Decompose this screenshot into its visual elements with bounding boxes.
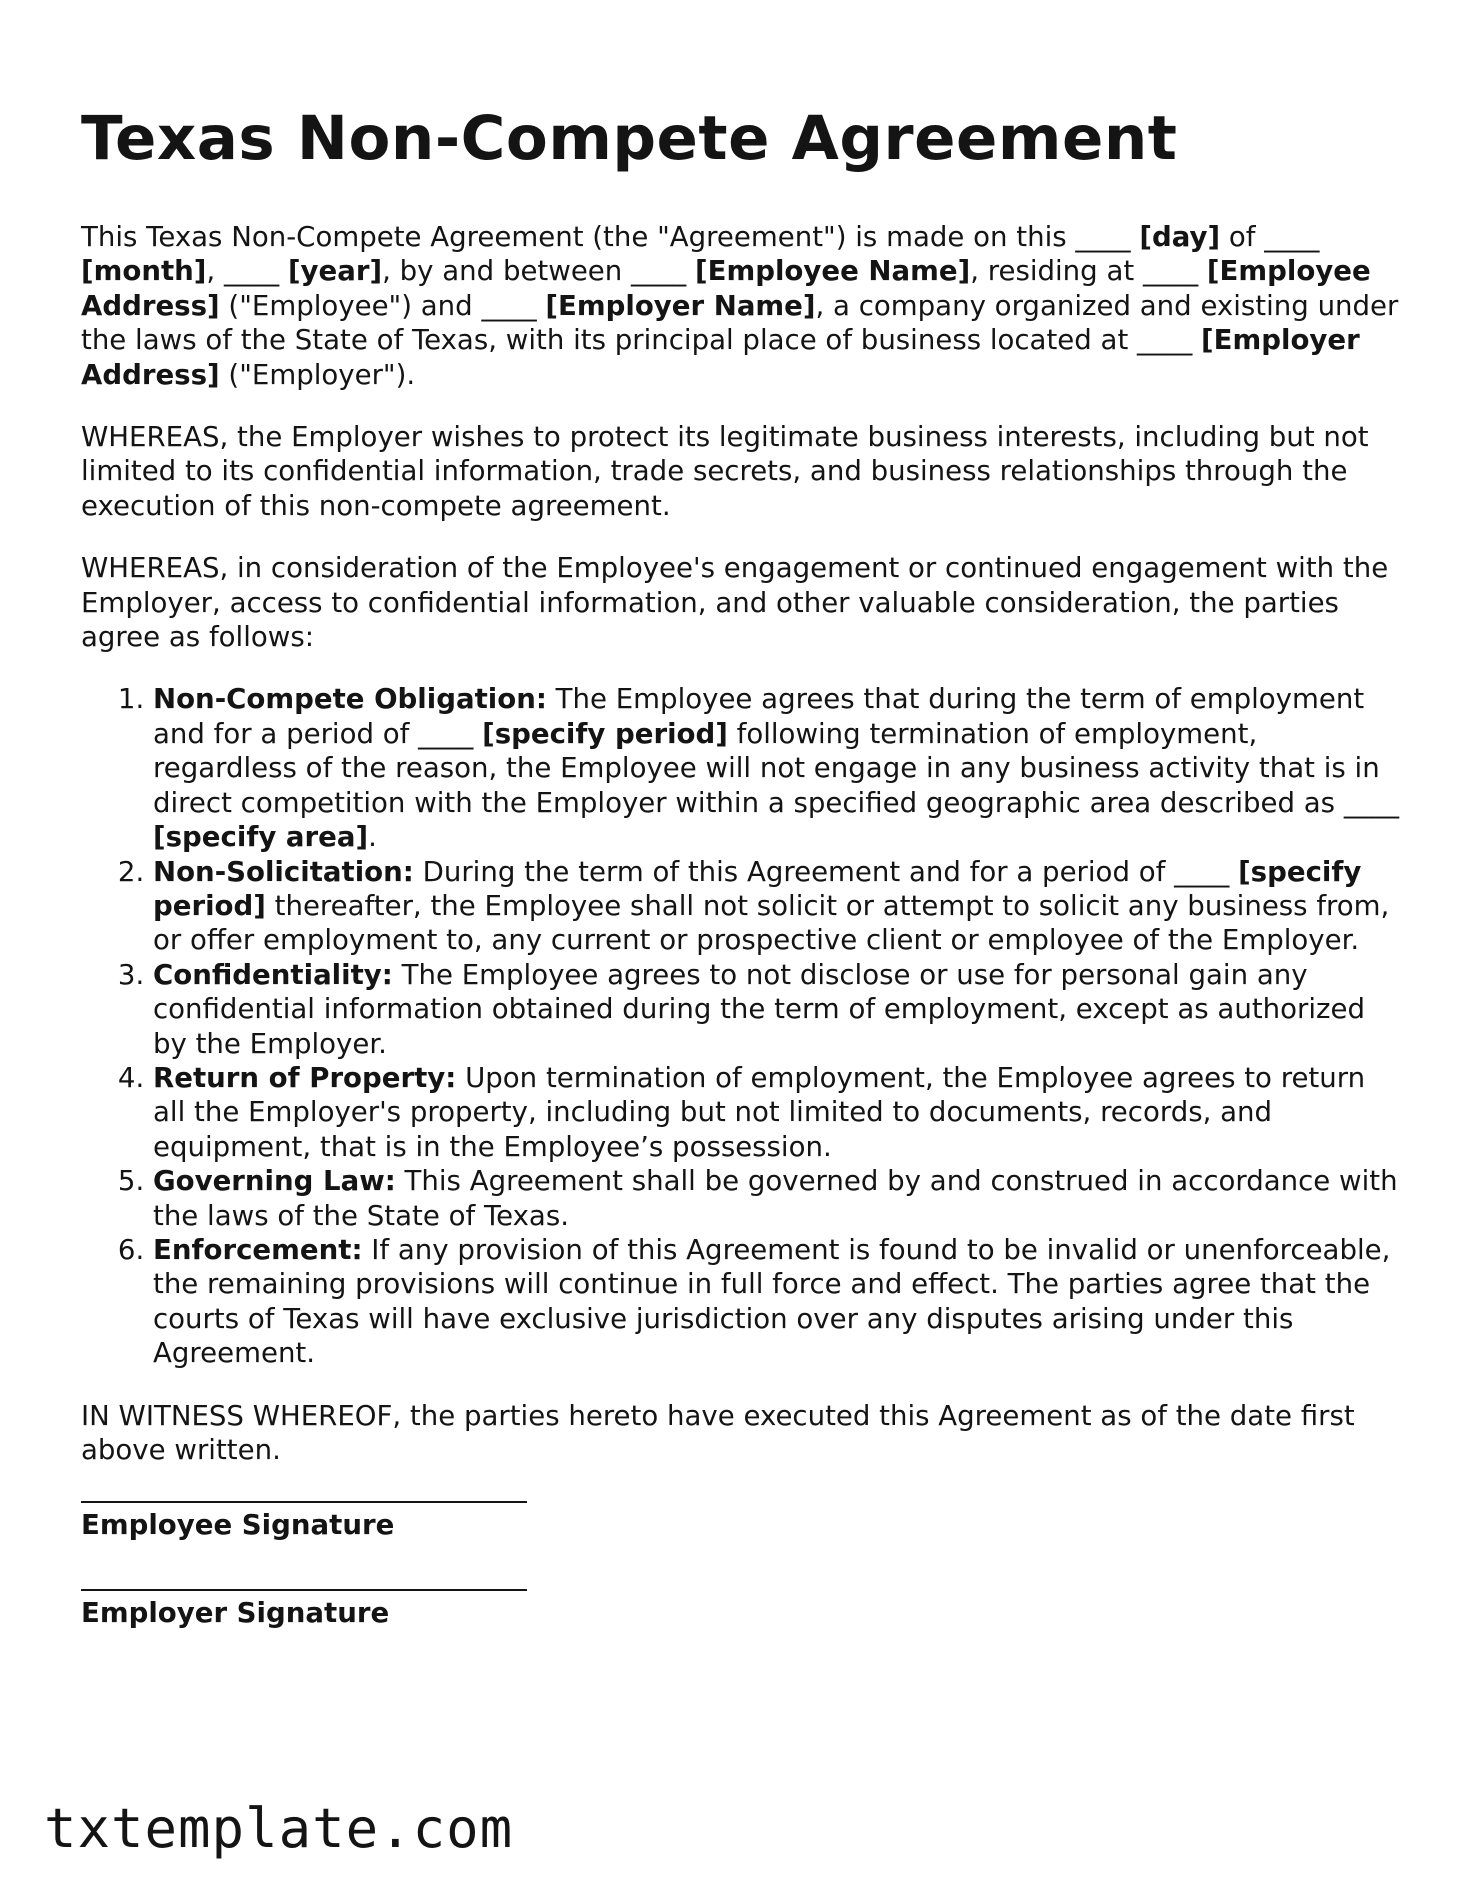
clause-heading: Non-Solicitation: [153,854,414,888]
day-placeholder: [day] [1139,220,1221,253]
area-placeholder: [specify area] [153,820,369,854]
employee-signature-line[interactable] [81,1501,527,1503]
clause-non-solicitation: 2. Non-Solicitation: During the term of this Agreement and for a period of ____ [specify period] thereafter, the Employee shall not solicit or attempt to solicit any business from, or offer employment to, any current or prospective client or employee of the Employer. [153,855,1401,958]
document-page [81,100,1401,1631]
employer-signature-group [81,1589,1401,1631]
employee-name-placeholder: [Employee Name] [695,254,971,288]
employer-name-placeholder: [Employer Name] [545,288,816,322]
whereas-paragraph-1: WHEREAS, the Employer wishes to protect its legitimate business interests, including but not limited to its confidential information, trade secrets, and business relationships through the execution of this non-compete agreement. [81,420,1369,522]
whereas-paragraph-2: WHEREAS, in consideration of the Employee's engagement or continued engagement with the Employer, access to confidential information, and other valuable consideration, the parties agree as follows: [81,551,1389,654]
period-placeholder: [specify period] [482,716,728,750]
year-placeholder: [year] [287,254,383,288]
employer-signature-label: Employer Signature [81,1596,390,1630]
intro-paragraph: This Texas Non-Compete Agreement (the "Agreement") is made on this ____ [day] of ____ [month], ____ [year], by and between ____ [Employee Name], residing at ____ [Employee Address] ("Employee") and ____ [Employer Name], a company organized and existing under the laws of the State of Texas, with its principal place of business located at ____ [Employer Address] ("Employer"). [81,220,1399,391]
clause-confidentiality: 3. Confidentiality: The Employee agrees to not disclose or use for personal gain any confidential information obtained during the term of employment, except as authorized by the Employer. [153,958,1401,1061]
clause-list [81,682,1401,1370]
clause-heading: Governing Law: [153,1164,396,1198]
clause-heading: Enforcement: [153,1232,363,1266]
clause-non-compete: 1. Non-Compete Obligation: The Employee agrees that during the term of employment and for a period of ____ [specify period] following termination of employment, regardless of the reason, the Employee will not engage in any business activity that is in direct competition with the Employer within a specified geographic area described as ____ [specify area]. [153,682,1401,854]
clause-governing-law: 5. Governing Law: This Agreement shall be governed by and construed in accordance with the laws of the State of Texas. [153,1164,1401,1233]
clause-heading: Confidentiality: [153,957,393,991]
signature-block [81,1501,1401,1631]
employer-signature-line[interactable] [81,1589,527,1591]
footer-brand: txtemplate.com [44,1797,514,1860]
employee-signature-label: Employee Signature [81,1508,395,1542]
employee-signature-group [81,1501,1401,1543]
witness-paragraph: IN WITNESS WHEREOF, the parties hereto have executed this Agreement as of the date first above written. [81,1398,1355,1466]
clause-heading: Return of Property: [153,1060,457,1094]
clause-heading: Non-Compete Obligation: [153,682,547,716]
employee-address-placeholder: [Employee Address] [81,254,1371,322]
clause-enforcement: 6. Enforcement: If any provision of this Agreement is found to be invalid or unenforceable, the remaining provisions will continue in full force and effect. The parties agree that the courts of Texas will have exclusive jurisdiction over any disputes arising under this Agreement. [153,1233,1401,1371]
month-placeholder: [month] [81,254,207,288]
document-title: Texas Non-Compete Agreement [81,103,1178,174]
clause-return-of-property: 4. Return of Property: Upon termination of employment, the Employee agrees to return all the Employer's property, including but not limited to documents, records, and equipment, that is in the Employee’s possession. [153,1061,1401,1164]
period-placeholder: [specify period] [153,854,1362,922]
employer-address-placeholder: [Employer Address] [81,323,1360,391]
